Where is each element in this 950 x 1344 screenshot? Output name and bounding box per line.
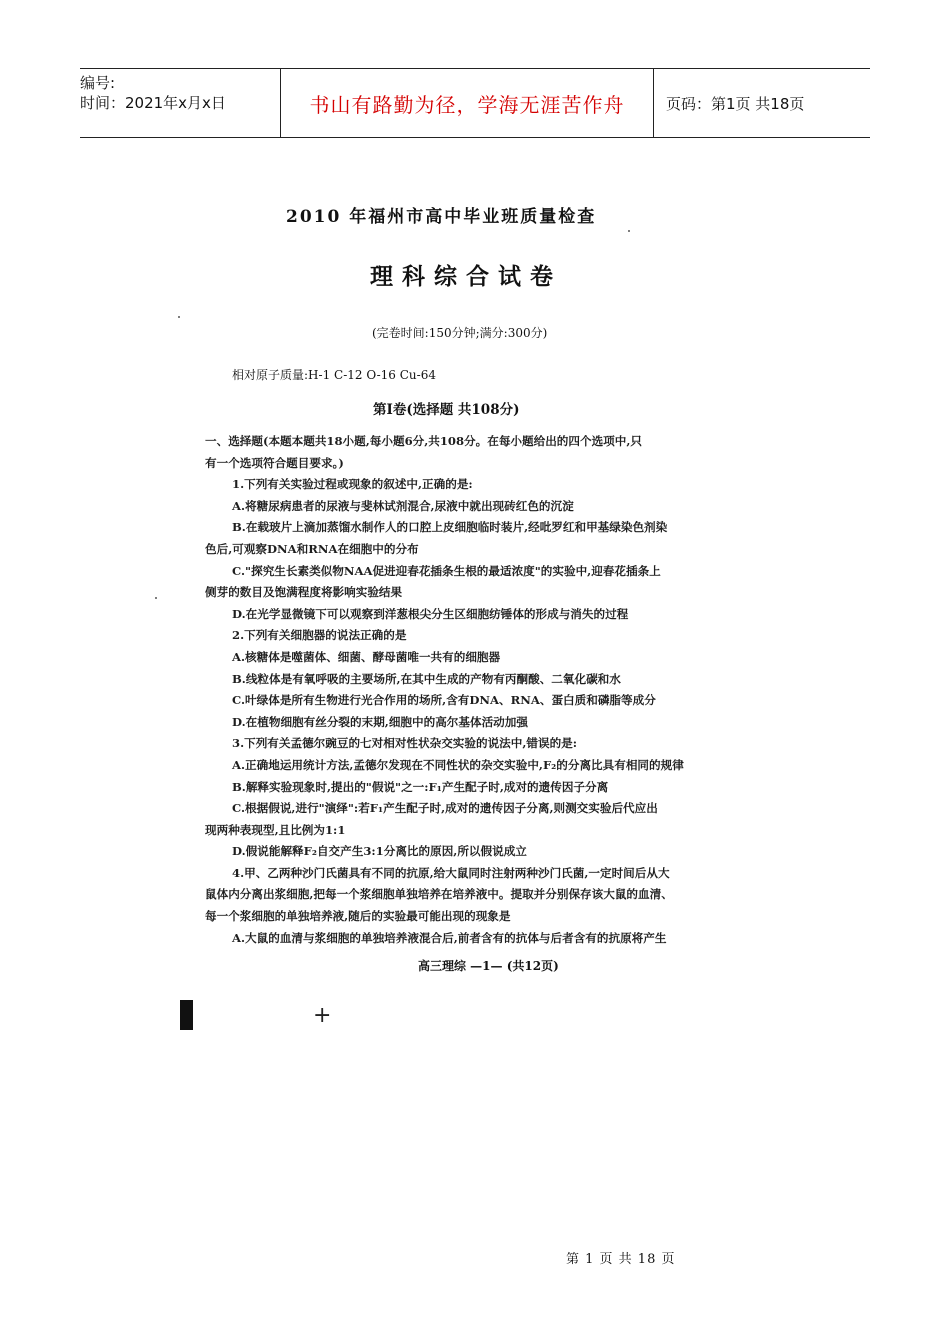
atomic-masses: 相对原子质量:H-1 C-12 O-16 Cu-64 [232, 368, 436, 382]
question-line: A.核糖体是噬菌体、细菌、酵母菌唯一共有的细胞器 [232, 649, 501, 664]
question-line: 有一个选项符合题目要求。) [205, 455, 344, 470]
scan-mark [180, 1000, 193, 1030]
section-title: 第Ⅰ卷(选择题 共108分) [373, 402, 520, 418]
exam-title: 2010 年福州市高中毕业班质量检查 [286, 207, 597, 227]
question-line: 色后,可观察DNA和RNA在细胞中的分布 [205, 541, 419, 556]
question-line: 鼠体内分离出浆细胞,把每一个浆细胞单独培养在培养液中。提取并分别保存该大鼠的血清、 [205, 887, 673, 902]
number-label: 编号: [80, 74, 116, 92]
scan-speck [178, 316, 180, 318]
question-line: B.解释实验现象时,提出的"假说"之一:F₁产生配子时,成对的遗传因子分离 [232, 779, 609, 794]
question-line: D.在光学显微镜下可以观察到洋葱根尖分生区细胞纺锤体的形成与消失的过程 [232, 606, 629, 621]
question-line: D.假说能解释F₂自交产生3:1分离比的原因,所以假说成立 [232, 844, 527, 859]
time-label: 时间：2021年x月x日 [80, 94, 226, 112]
question-line: 侧芽的数目及饱满程度将影响实验结果 [205, 585, 403, 600]
question-line: A.将糖尿病患者的尿液与斐林试剂混合,尿液中就出现砖红色的沉淀 [232, 498, 574, 513]
question-line: D.在植物细胞有丝分裂的末期,细胞中的高尔基体活动加强 [232, 714, 528, 729]
scan-page-footer: 高三理综 —1— (共12页) [418, 959, 559, 973]
question-line: 2.下列有关细胞器的说法正确的是 [232, 628, 407, 643]
question-line: 4.甲、乙两种沙门氏菌具有不同的抗原,给大鼠同时注射两种沙门氏菌,一定时间后从大 [232, 865, 670, 880]
question-line: 每一个浆细胞的单独培养液,随后的实验最可能出现的现象是 [205, 909, 511, 924]
header-table [80, 68, 870, 138]
question-line: 现两种表现型,且比例为1:1 [205, 822, 346, 837]
exam-subtitle: 理科综合试卷 [370, 263, 562, 290]
question-line: B.在载玻片上滴加蒸馏水制作人的口腔上皮细胞临时装片,经吡罗红和甲基绿染色剂染 [232, 520, 668, 535]
question-line: C.叶绿体是所有生物进行光合作用的场所,含有DNA、RNA、蛋白质和磷脂等成分 [232, 693, 656, 708]
question-line: A.正确地运用统计方法,孟德尔发现在不同性状的杂交实验中,F₂的分离比具有相同的规律 [232, 757, 684, 772]
question-line: B.线粒体是有氧呼吸的主要场所,在其中生成的产物有丙酮酸、二氧化碳和水 [232, 671, 621, 686]
header-meta [80, 69, 281, 137]
crosshair-mark: + [313, 1003, 332, 1028]
question-line: 1.下列有关实验过程或现象的叙述中,正确的是: [232, 477, 473, 492]
page-info: 页码：第1页 共18页 [666, 94, 805, 113]
question-line: 3.下列有关孟德尔豌豆的七对相对性状杂交实验的说法中,错误的是: [232, 736, 578, 751]
scan-speck [628, 230, 630, 232]
question-line: C."探究生长素类似物NAA促进迎春花插条生根的最适浓度"的实验中,迎春花插条上 [232, 563, 661, 578]
question-body [205, 431, 724, 949]
exam-duration: (完卷时间:150分钟;满分:300分) [372, 326, 548, 340]
question-line: C.根据假说,进行"演绎":若F₁产生配子时,成对的遗传因子分离,则测交实验后代应出 [232, 801, 658, 816]
page-footer: 第 1 页 共 18 页 [566, 1252, 676, 1267]
motto: 书山有路勤为径，学海无涯苦作舟 [281, 69, 654, 137]
scan-speck [155, 597, 157, 599]
question-line: 一、选择题(本题本题共18小题,每小题6分,共108分。在每小题给出的四个选项中,只 [205, 434, 642, 448]
question-line: A.大鼠的血清与浆细胞的单独培养液混合后,前者含有的抗体与后者含有的抗原将产生 [232, 930, 667, 945]
